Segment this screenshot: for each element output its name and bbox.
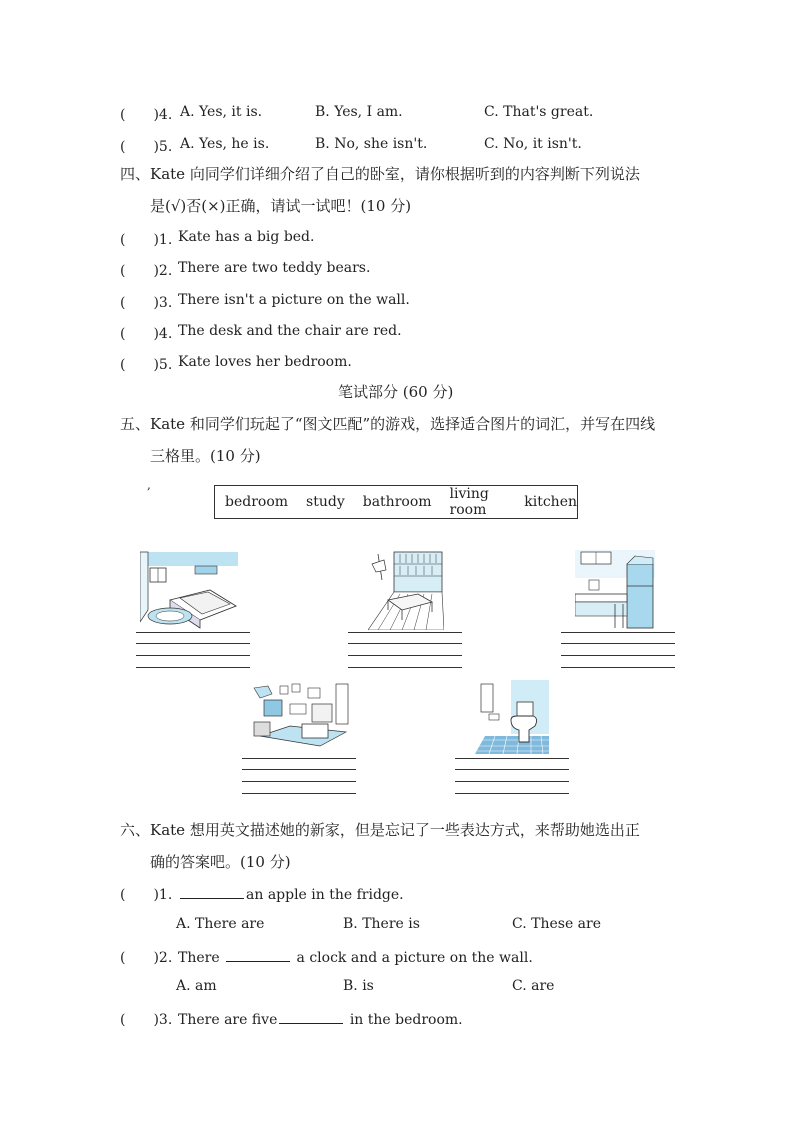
question-6-1: ( )1. an apple in the fridge. [120,884,172,904]
option-c: C. These are [512,916,601,932]
option-b: B. is [343,978,374,994]
option-a: A. Yes, it is. [180,104,263,120]
four-line-grid-1[interactable] [136,632,250,668]
option-a: A. am [176,978,217,994]
word-bedroom: bedroom [225,494,289,510]
word-study: study [306,494,345,510]
option-b: B. There is [343,916,420,932]
section-4-title-line1: 四、Kate 向同学们详细介绍了自己的卧室，请你根据听到的内容判断下列说法 [120,165,640,183]
four-line-grid-5[interactable] [455,758,569,794]
word-bathroom: bathroom [362,494,432,510]
question-4-4: ( )4. The desk and the chair are red. [120,323,402,342]
answer-blank[interactable] [226,947,290,962]
word-bank [214,485,578,519]
question-6-3: ( )3. There are five in the bedroom. [120,1009,172,1029]
option-b: B. No, she isn't. [315,136,428,152]
four-line-grid-2[interactable] [348,632,462,668]
question-4-1: ( )1. Kate has a big bed. [120,229,315,248]
question-4-2: ( )2. There are two teddy bears. [120,260,371,279]
living-room-picture-icon [250,680,350,752]
section-4-title-line2: 是(√)否(×)正确，请试一试吧！(10 分) [150,197,412,215]
option-b: B. Yes, I am. [315,104,403,120]
section-5-title-line1: 五、Kate 和同学们玩起了“图文匹配”的游戏，选择适合图片的词汇，并写在四线 [120,415,656,433]
question-3-5 [120,136,270,156]
option-c: C. That's great. [484,104,594,120]
question-number: ( )5. [120,139,173,155]
section-6-title-line2: 确的答案吧。(10 分) [150,853,291,871]
question-number: ( )4. [120,107,173,123]
bathroom-picture-icon [475,680,549,754]
written-part-title: 笔试部分 (60 分) [338,383,454,401]
option-c: C. No, it isn't. [484,136,582,152]
question-3-4 [120,104,263,124]
section-5-title-line2: 三格里。(10 分) [150,447,261,465]
word-kitchen: kitchen [524,494,577,510]
option-c: C. are [512,978,555,994]
bedroom-picture-icon [140,550,240,630]
question-4-5: ( )5. Kate loves her bedroom. [120,354,352,373]
option-a: A. Yes, he is. [180,136,270,152]
four-line-grid-3[interactable] [561,632,675,668]
kitchen-picture-icon [575,550,655,630]
section-6-title-line1: 六、Kate 想用英文描述她的新家，但是忘记了一些表达方式，来帮助她选出正 [120,821,640,839]
word-living-room: living room [449,486,489,518]
question-4-3: ( )3. There isn't a picture on the wall. [120,292,410,311]
option-a: A. There are [176,916,265,932]
stray-mark: , [147,478,151,492]
study-picture-icon [368,550,444,630]
question-6-2: ( )2. There a clock and a picture on the wall. [120,947,172,967]
answer-blank[interactable] [279,1009,343,1024]
four-line-grid-4[interactable] [242,758,356,794]
answer-blank[interactable] [180,884,244,899]
